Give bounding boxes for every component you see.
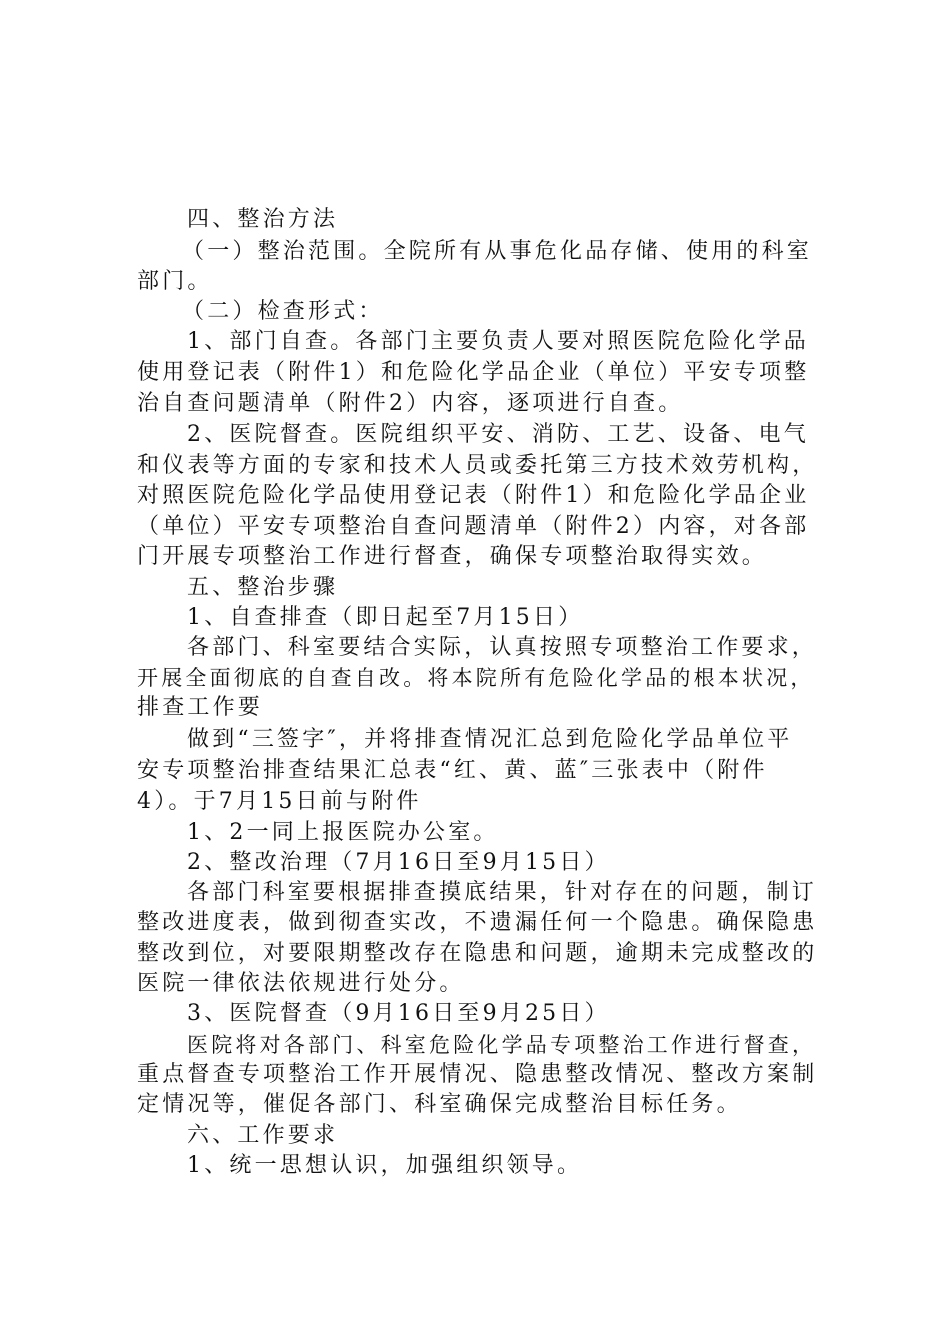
paragraph-line: 各部门科室要根据排查摸底结果，针对存在的问题，制订 <box>187 880 818 905</box>
step-heading: 1、自查排查（即日起至7月15日） <box>187 605 584 630</box>
paragraph-line: 使用登记表（附件1）和危险化学品企业（单位）平安专项整 <box>137 360 810 385</box>
paragraph-line: 对照医院危险化学品使用登记表（附件1）和危险化学品企业 <box>137 483 810 508</box>
heading-section-6: 六、工作要求 <box>187 1123 339 1148</box>
paragraph-line: 部门。 <box>137 269 213 294</box>
paragraph-line: 做到“三签字″，并将排查情况汇总到危险化学品单位平 <box>187 727 793 752</box>
paragraph-line: 1、统一思想认识，加强组织领导。 <box>187 1153 583 1178</box>
heading-section-5: 五、整治步骤 <box>187 575 339 600</box>
paragraph-line: 定情况等，催促各部门、科室确保完成整治目标任务。 <box>137 1092 742 1117</box>
paragraph-line: （单位）平安专项整治自查问题清单（附件2）内容，对各部 <box>137 514 810 539</box>
heading-section-4: 四、整治方法 <box>187 207 339 232</box>
step-heading: 3、医院督查（9月16日至9月25日） <box>187 1001 610 1026</box>
paragraph-line: （一）整治范围。全院所有从事危化品存储、使用的科室 <box>182 239 813 264</box>
paragraph-line: 整改进度表，做到彻查实改，不遗漏任何一个隐患。确保隐患 <box>137 910 818 935</box>
paragraph-line: 整改到位，对要限期整改存在隐患和问题，逾期未完成整改的 <box>137 941 818 966</box>
subheading-line: （二）检查形式： <box>182 299 384 324</box>
paragraph-line: 各部门、科室要结合实际，认真按照专项整治工作要求， <box>187 635 818 660</box>
paragraph-line: 1、2一同上报医院办公室。 <box>187 820 499 845</box>
paragraph-line: 1、部门自查。各部门主要负责人要对照医院危险化学品 <box>187 329 809 354</box>
paragraph-line: 和仪表等方面的专家和技术人员或委托第三方技术效劳机构， <box>137 453 818 478</box>
paragraph-line: 开展全面彻底的自查自改。将本院所有危险化学品的根本状况， <box>137 666 815 690</box>
paragraph-line: 重点督查专项整治工作开展情况、隐患整改情况、整改方案制 <box>137 1062 818 1087</box>
step-heading: 2、整改治理（7月16日至9月15日） <box>187 850 610 875</box>
paragraph-line: 排查工作要 <box>137 695 264 720</box>
paragraph-line: 医院将对各部门、科室危险化学品专项整治工作进行督查， <box>187 1033 817 1057</box>
paragraph-line: 4）。于7月15日前与附件 <box>137 789 422 814</box>
paragraph-line: 门开展专项整治工作进行督查，确保专项整治取得实效。 <box>137 544 768 569</box>
paragraph-line: 医院一律依法依规进行处分。 <box>137 971 465 996</box>
paragraph-line: 治自查问题清单（附件2）内容，逐项进行自查。 <box>137 391 684 416</box>
paragraph-line: 安专项整治排查结果汇总表“红、黄、蓝″三张表中（附件 <box>137 758 768 783</box>
paragraph-line: 2、医院督查。医院组织平安、消防、工艺、设备、电气 <box>187 422 809 447</box>
